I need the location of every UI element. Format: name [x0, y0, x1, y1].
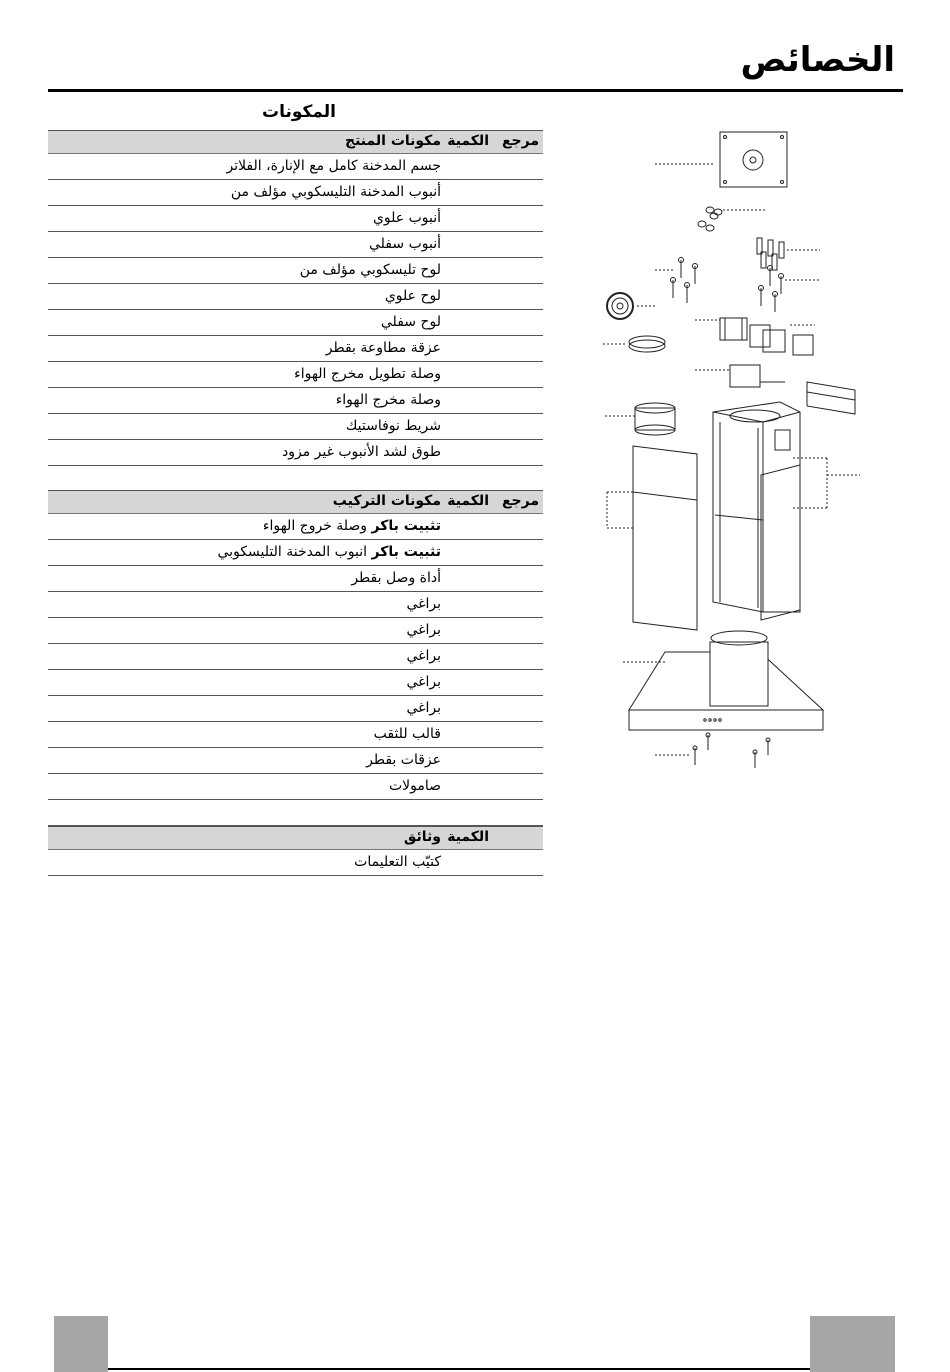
page-title: الخصائص: [740, 40, 895, 80]
row-label: براغي: [406, 622, 441, 638]
table-header: [48, 130, 543, 154]
hose-clamp-icon: [603, 336, 665, 352]
table-row: [48, 258, 543, 284]
row-label: عزقة مطاوعة بقطر: [325, 340, 441, 356]
screws-icon: [759, 266, 821, 313]
row-label: [263, 518, 441, 534]
row-label: أنبوب المدخنة التليسكوبي مؤلف من: [230, 184, 441, 200]
installation-components-table: [48, 490, 543, 826]
table-row: [48, 592, 543, 618]
row-label-rest: انبوب المدخنة التليسكوبي: [217, 544, 368, 560]
row-label: أنبوب علوي: [372, 210, 441, 226]
footer-left-box: [54, 1316, 108, 1372]
telescopic-panel-icon: [607, 446, 860, 630]
table-row: [48, 362, 543, 388]
air-outlet-connector-icon: [605, 403, 675, 435]
row-label: لوح تليسكوبي مؤلف من: [299, 262, 441, 278]
table-row: [48, 618, 543, 644]
row-label: براغي: [406, 596, 441, 612]
header-name: مكونات المنتج: [344, 133, 441, 149]
table-row: [48, 154, 543, 180]
support-rail-icon: [807, 382, 855, 414]
table-row: [48, 800, 543, 826]
table-row: [48, 310, 543, 336]
brackets-icon: [695, 318, 815, 355]
header-qty: الكمية: [447, 133, 489, 149]
row-label: لوح سفلي: [380, 314, 441, 330]
hood-exploded-diagram: [565, 120, 875, 790]
table-row: [48, 466, 543, 492]
row-label: وصلة تطويل مخرج الهواء: [294, 366, 441, 382]
row-label: أنبوب سفلي: [369, 236, 441, 252]
table-row: [48, 440, 543, 466]
table-row: [48, 206, 543, 232]
header-name: وثائق: [403, 829, 441, 845]
product-components-table: [48, 130, 543, 492]
section-title: المكونات: [262, 102, 337, 122]
row-label: براغي: [406, 700, 441, 716]
washers-icon: [698, 207, 765, 231]
row-label: كتيّب التعليمات: [354, 854, 441, 870]
footer-line: [108, 1368, 810, 1370]
table-row: [48, 774, 543, 800]
row-label-rest: وصلة خروج الهواء: [262, 518, 368, 534]
row-label: براغي: [406, 674, 441, 690]
wall-plugs-icon: [757, 238, 820, 270]
row-label: طوق لشد الأنبوب غير مزود: [281, 444, 441, 460]
table-row: [48, 336, 543, 362]
table-header: [48, 490, 543, 514]
table-header: [48, 826, 543, 850]
row-label: [218, 544, 442, 560]
header-ref: مرجع: [501, 133, 539, 149]
row-label: أداة وصل بقطر: [351, 570, 441, 586]
table-row: [48, 748, 543, 774]
bottom-screws-icon: [655, 733, 770, 768]
table-row: [48, 284, 543, 310]
table-row: [48, 696, 543, 722]
table-row: [48, 232, 543, 258]
table-row: [48, 722, 543, 748]
row-label: صامولات: [388, 778, 441, 794]
title-divider: [48, 89, 903, 92]
table-row: [48, 850, 543, 876]
row-label-bold: تثبيت باكر: [371, 544, 441, 560]
table-row: [48, 566, 543, 592]
row-label: شريط نوفاستيك: [345, 418, 441, 434]
table-row: [48, 670, 543, 696]
tape-roll-icon: [607, 293, 655, 319]
header-ref: مرجع: [501, 493, 539, 509]
hood-body-icon: [623, 631, 823, 730]
row-label: جسم المدخنة كامل مع الإنارة، الفلاتر: [226, 158, 441, 174]
header-qty: الكمية: [447, 829, 489, 845]
header-qty: الكمية: [447, 493, 489, 509]
row-label: قالب للثقب: [373, 726, 441, 742]
table-row: [48, 514, 543, 540]
documents-table: [48, 826, 543, 876]
table-row: [48, 414, 543, 440]
chimney-frame-icon: [713, 402, 800, 612]
ceiling-plate-icon: [720, 132, 787, 187]
table-row: [48, 540, 543, 566]
screws-icon: [655, 258, 698, 304]
table-row: [48, 180, 543, 206]
table-row: [48, 388, 543, 414]
row-label: لوح علوي: [384, 288, 441, 304]
row-label-bold: تثبيت باكر: [371, 518, 441, 534]
row-label: عزقات بقطر: [366, 752, 441, 768]
header-name: مكونات التركيب: [332, 493, 441, 509]
footer-right-box: [810, 1316, 895, 1372]
mounting-bracket-icon: [695, 365, 785, 387]
table-row: [48, 644, 543, 670]
row-label: وصلة مخرج الهواء: [335, 392, 441, 408]
row-label: براغي: [406, 648, 441, 664]
